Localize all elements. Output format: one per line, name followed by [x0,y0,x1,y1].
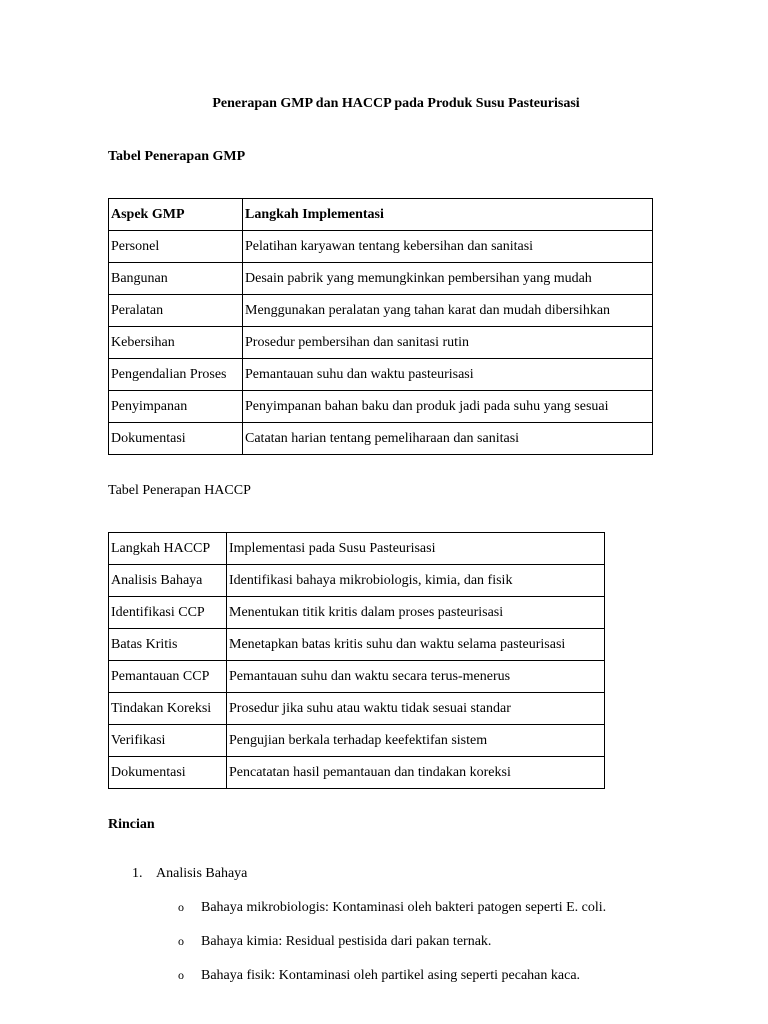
haccp-table [108,532,605,789]
table-cell: Prosedur jika suhu atau waktu tidak sesuai standar [227,693,605,725]
table-cell: Dokumentasi [109,423,243,455]
table-cell: Penyimpanan bahan baku dan produk jadi pada suhu yang sesuai [243,391,653,423]
table-row [109,565,605,597]
table-cell: Pencatatan hasil pemantauan dan tindakan koreksi [227,757,605,789]
list-item-label: Analisis Bahaya [156,866,248,881]
bullet-marker: o [178,934,184,948]
table-header-cell: Langkah Implementasi [243,199,653,231]
details-heading: Rincian [108,817,155,832]
gmp-table-heading: Tabel Penerapan GMP [108,149,246,164]
bullet-text: Bahaya fisik: Kontaminasi oleh partikel asing seperti pecahan kaca. [201,968,581,983]
table-cell: Identifikasi CCP [109,597,227,629]
list-item-number: 1. [132,866,143,881]
table-header-cell: Langkah HACCP [109,533,227,565]
page-title: Penerapan GMP dan HACCP pada Produk Susu Pasteurisasi [212,96,580,111]
bullet-item [178,968,580,984]
table-cell: Pemantauan suhu dan waktu pasteurisasi [243,359,653,391]
table-row [109,757,605,789]
table-cell: Tindakan Koreksi [109,693,227,725]
bullet-item [178,900,606,916]
table-row [109,661,605,693]
table-header-cell: Aspek GMP [109,199,243,231]
table-cell: Verifikasi [109,725,227,757]
table-cell: Pengendalian Proses [109,359,243,391]
table-row [109,231,653,263]
table-cell: Pengujian berkala terhadap keefektifan sistem [227,725,605,757]
table-cell: Menentukan titik kritis dalam proses pasteurisasi [227,597,605,629]
table-cell: Dokumentasi [109,757,227,789]
table-row [109,629,605,661]
table-cell: Prosedur pembersihan dan sanitasi rutin [243,327,653,359]
bullet-marker: o [178,900,184,914]
table-row [109,327,653,359]
table-header-row [109,199,653,231]
table-row [109,391,653,423]
bullet-marker: o [178,968,184,982]
table-cell: Pelatihan karyawan tentang kebersihan dan sanitasi [243,231,653,263]
gmp-table [108,198,653,455]
table-header-cell: Implementasi pada Susu Pasteurisasi [227,533,605,565]
table-row [109,295,653,327]
table-cell: Penyimpanan [109,391,243,423]
table-header-row [109,533,605,565]
haccp-table-heading: Tabel Penerapan HACCP [108,483,251,498]
table-row [109,693,605,725]
bullet-text: Bahaya kimia: Residual pestisida dari pakan ternak. [201,934,492,949]
table-cell: Bangunan [109,263,243,295]
bullet-item [178,934,491,950]
table-cell: Menetapkan batas kritis suhu dan waktu selama pasteurisasi [227,629,605,661]
table-cell: Pemantauan suhu dan waktu secara terus-menerus [227,661,605,693]
table-row [109,263,653,295]
table-cell: Menggunakan peralatan yang tahan karat dan mudah dibersihkan [243,295,653,327]
table-cell: Pemantauan CCP [109,661,227,693]
bullet-text: Bahaya mikrobiologis: Kontaminasi oleh bakteri patogen seperti E. coli. [201,900,607,915]
table-cell: Desain pabrik yang memungkinkan pembersihan yang mudah [243,263,653,295]
table-cell: Peralatan [109,295,243,327]
table-cell: Batas Kritis [109,629,227,661]
table-row [109,423,653,455]
table-cell: Catatan harian tentang pemeliharaan dan sanitasi [243,423,653,455]
table-cell: Analisis Bahaya [109,565,227,597]
table-cell: Kebersihan [109,327,243,359]
table-cell: Personel [109,231,243,263]
table-cell: Identifikasi bahaya mikrobiologis, kimia, dan fisik [227,565,605,597]
table-row [109,359,653,391]
table-row [109,597,605,629]
table-row [109,725,605,757]
numbered-list-item [132,866,247,882]
